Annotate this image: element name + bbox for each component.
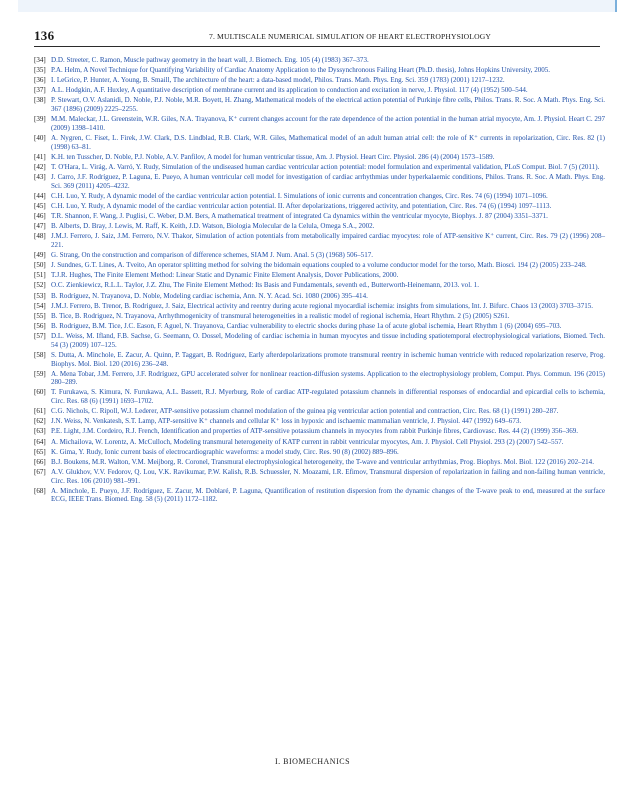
reference-item	[34, 261, 605, 270]
reference-link[interactable]: T. O'Hara, L. Virág, A. Varró, Y. Rudy, Simulation of the undiseased human cardiac ventricular action potential: model formulation and experimental validation, PLoS Comput. Biol. 7 (5) (2011).	[51, 163, 600, 171]
reference-link[interactable]: G. Strang, On the construction and comparison of difference schemes, SIAM J. Num. Anal. 5 (3) (1968) 506–517.	[51, 251, 374, 260]
reference-number: [56]	[34, 321, 46, 330]
reference-link[interactable]: C.H. Luo, Y. Rudy, A dynamic model of the cardiac ventricular action potential. II. After depolarizations, triggered activity, and potentiation, Circ. Res. 74 (6) (1994) 1097–1113.	[51, 202, 552, 211]
reference-item	[34, 292, 605, 301]
reference-item	[34, 312, 605, 321]
reference-item	[34, 202, 605, 211]
reference-item	[34, 427, 605, 436]
reference-item	[34, 468, 605, 486]
reference-list	[34, 56, 605, 506]
reference-link[interactable]: A. Minchole, E. Pueyo, J.F. Rodríguez, E. Zacur, M. Doblaré, P. Laguna, Quantification of restitution dispersion from the dynamic changes of the T-wave peak to end, measured at the surface ECG, IEEE Trans. Biomed. Eng. 58 (5) (2011) 1172–1182.	[51, 486, 605, 504]
reference-link[interactable]: S. Dutta, A. Minchole, E. Zacur, A. Quinn, P. Taggart, B. Rodriguez, Early afterdepolarizations promote transmural reentry in ischemic human ventricle with reduced repolarization reserve, Prog. Biophys. Mol. Biol. 120 (2016) 236–248.	[51, 350, 605, 368]
reference-number: [62]	[34, 417, 46, 426]
reference-link[interactable]: B. Tice, B. Rodriguez, N. Trayanova, Arrhythmogenicity of transmural heterogeneities in a realistic model of regional ischemia, Heart Rhythm. 2 (5) (2005) S261.	[51, 311, 510, 320]
reference-link[interactable]: C.H. Luo, Y. Rudy, A dynamic model of the cardiac ventricular action potential. I. Simulations of ionic currents and concentration changes, Circ. Res. 74 (6) (1994) 1071–1096.	[51, 191, 548, 200]
reference-item	[34, 222, 605, 231]
reference-link[interactable]: K.H. ten Tusscher, D. Noble, P.J. Noble, A.V. Panfilov, A model for human ventricular tissue, Am. J. Physiol. Heart Circ. Physiol. 286 (4) (2004) 1573–1589.	[51, 152, 495, 161]
reference-number: [48]	[34, 232, 46, 241]
reference-item	[34, 302, 605, 311]
reference-item	[34, 417, 605, 426]
reference-link[interactable]: J.N. Weiss, N. Venkatesh, S.T. Lamp, ATP-sensitive K⁺ channels and cellular K⁺ loss in hypoxic and ischaemic mammalian ventricle, J. Physiol. 447 (1992) 649–673.	[51, 417, 522, 426]
reference-number: [37]	[34, 86, 46, 95]
top-band-fill	[18, 0, 617, 12]
reference-number: [39]	[34, 115, 46, 124]
running-title: 7. MULTISCALE NUMERICAL SIMULATION OF HEART ELECTROPHYSIOLOGY	[209, 32, 491, 41]
reference-number: [49]	[34, 251, 46, 260]
reference-link[interactable]: I. LeGrice, P. Hunter, A. Young, B. Smaill, The architecture of the heart: a data-based model, Philos. Trans. Math. Phys. Eng. Sci. 359 (1783) (2001) 1217–1232.	[51, 76, 505, 85]
reference-number: [44]	[34, 191, 46, 200]
reference-number: [57]	[34, 331, 46, 340]
footer-section-label: I. BIOMECHANICS	[274, 757, 351, 766]
reference-number: [47]	[34, 222, 46, 231]
reference-link[interactable]: B.J. Boukens, M.R. Walton, V.M. Meijborg, R. Coronel, Transmural electrophysiological heterogeneity, the T-wave and ventricular arrhythmias, Prog. Biophys. Mol. Biol. 122 (2016) 202–214.	[51, 457, 594, 466]
page-number: 136	[34, 28, 55, 43]
reference-item	[34, 86, 605, 95]
reference-link[interactable]: J.M.J. Ferrero, J. Saiz, J.M. Ferrero, N.V. Thakor, Simulation of action potentials from metabolically impaired cardiac myocytes: role of ATP-sensitive K⁺ current, Circ. Res. 79 (2) (1996) 208–221.	[51, 232, 605, 250]
reference-link[interactable]: C.G. Nichols, C. Ripoll, W.J. Lederer, ATP-sensitive potassium channel modulation of the guinea pig ventricular action potential and contraction, Circ. Res. 68 (1) (1991) 280–287.	[51, 407, 559, 416]
reference-number: [41]	[34, 152, 46, 161]
reference-item	[34, 487, 605, 505]
reference-number: [65]	[34, 447, 46, 456]
reference-item	[34, 251, 605, 260]
reference-number: [38]	[34, 96, 46, 105]
reference-number: [53]	[34, 291, 46, 300]
reference-item	[34, 281, 605, 290]
reference-item	[34, 332, 605, 350]
reference-item	[34, 271, 605, 280]
reference-link[interactable]: P.A. Helm, A Novel Technique for Quantifying Variability of Cardiac Anatomy Application to the Dyssynchronous Failing Heart (Ph.D. thesis), Johns Hopkins University, 2005.	[51, 66, 551, 75]
reference-link[interactable]: A.V. Glukhov, V.V. Fedorov, Q. Lou, V.K. Ravikumar, P.W. Kalish, R.B. Schuessler, N. Moazami, I.R. Efimov, Transmural dispersion of repolarization in failing and non-failing human ventricle, Circ. Res. 106 (2010) 981–991.	[51, 467, 605, 485]
reference-link[interactable]: P.E. Light, J.M. Cordeiro, R.J. French, Identification and properties of ATP-sensitive potassium channels in myocytes from rabbit Purkinje fibres, Cardiovasc. Res. 44 (2) (1999) 356–369.	[51, 427, 579, 436]
reference-link[interactable]: J. Carro, J.F. Rodríguez, P. Laguna, E. Pueyo, A human ventricular cell model for investigation of cardiac arrhythmias under hyperkalaemic conditions, Philos. Trans. R. Soc. A Math. Phys. Eng. Sci. 369 (2011) 4205–4232.	[51, 173, 605, 190]
reference-item	[34, 388, 605, 406]
reference-number: [61]	[34, 407, 46, 416]
reference-number: [55]	[34, 311, 46, 320]
reference-number: [42]	[34, 163, 46, 171]
running-header	[34, 28, 600, 47]
reference-link[interactable]: T.J.R. Hughes, The Finite Element Method: Linear Static and Dynamic Finite Element Analysis, Dover Publications, 2000.	[51, 271, 399, 280]
reference-item	[34, 192, 605, 201]
reference-number: [52]	[34, 281, 46, 290]
reference-number: [68]	[34, 486, 46, 495]
reference-item	[34, 458, 605, 467]
reference-item	[34, 163, 605, 172]
reference-number: [59]	[34, 369, 46, 378]
reference-link[interactable]: A. Nygren, C. Fiset, L. Firek, J.W. Clark, D.S. Lindblad, R.B. Clark, W.R. Giles, Mathematical model of an adult human atrial cell: the role of K⁺ currents in repolarization, Circ. Res. 82 (1) (1998) 63–81.	[51, 134, 605, 151]
reference-number: [58]	[34, 350, 46, 359]
reference-item	[34, 232, 605, 250]
reference-item	[34, 134, 605, 152]
reference-item	[34, 56, 605, 65]
reference-link[interactable]: B. Rodriguez, B.M. Tice, J.C. Eason, F. Aguel, N. Trayanova, Cardiac vulnerability to electric shocks during phase 1a of acute global ischemia, Heart Rhythm 1 (6) (2004) 695–703.	[51, 321, 562, 330]
reference-number: [45]	[34, 202, 46, 211]
reference-number: [51]	[34, 271, 46, 280]
reference-link[interactable]: K. Gima, Y. Rudy, Ionic current basis of electrocardiographic waveforms: a model study, Circ. Res. 90 (8) (2002) 889–896.	[51, 447, 399, 456]
reference-link[interactable]: T.R. Shannon, F. Wang, J. Puglisi, C. Weber, D.M. Bers, A mathematical treatment of integrated Ca dynamics within the ventricular myocyte, Biophys. J. 87 (2004) 3351–3371.	[51, 212, 548, 221]
reference-item	[34, 448, 605, 457]
reference-link[interactable]: P. Stewart, O.V. Aslanidi, D. Noble, P.J. Noble, M.R. Boyett, H. Zhang, Mathematical models of the electrical action potential of Purkinje fibre cells, Philos. Trans. R. Soc. A Math. Phys. Eng. Sci. 367 (1896) (2009) 2225–2255.	[51, 96, 605, 114]
reference-link[interactable]: J. Sundnes, G.T. Lines, A. Tveito, An operator splitting method for solving the bidomain equations coupled to a volume conductor model for the torso, Math. Biosci. 194 (2) (2005) 233–248.	[51, 261, 587, 270]
reference-link[interactable]: B. Alberts, D. Bray, J. Lewis, M. Raff, K. Keith, J.D. Watson, Biologia Molecular de la Celula, Omega S.A., 2002.	[51, 222, 375, 231]
reference-item	[34, 407, 605, 416]
reference-item	[34, 96, 605, 114]
reference-item	[34, 115, 605, 133]
reference-item	[34, 370, 605, 388]
reference-number: [54]	[34, 301, 46, 310]
top-band	[0, 0, 625, 20]
reference-item	[34, 322, 605, 331]
reference-number: [66]	[34, 457, 46, 466]
reference-item	[34, 66, 605, 75]
reference-link[interactable]: A. Mena Tobar, J.M. Ferrero, J.F. Rodríguez, GPU accelerated solver for nonlinear reaction-diffusion systems. Application to the electrophysiology problem, Comput. Phys. Commun. 196 (2015) 280–289.	[51, 369, 605, 387]
reference-link[interactable]: D.L. Weiss, M. Ifland, F.B. Sachse, G. Seemann, O. Dossel, Modeling of cardiac ischemia in human myocytes and tissue including spatiotemporal electrophysiological variations, Biomed. Tech. 54 (3) (2009) 107–125.	[51, 331, 605, 349]
reference-number: [46]	[34, 212, 46, 221]
reference-item	[34, 153, 605, 162]
reference-number: [35]	[34, 66, 46, 75]
reference-item	[34, 76, 605, 85]
reference-number: [34]	[34, 56, 46, 64]
reference-link[interactable]: O.C. Zienkiewicz, R.L.L. Taylor, J.Z. Zhu, The Finite Element Method: Its Basis and Fundamentals, seventh ed., Butterworth-Heinemann, 2013. vol. 1.	[51, 281, 479, 290]
reference-number: [40]	[34, 134, 46, 143]
reference-number: [50]	[34, 261, 46, 270]
reference-link[interactable]: M.M. Maleckar, J.L. Greenstein, W.R. Giles, N.A. Trayanova, K⁺ current changes account for the rate dependence of the action potential in the human atrial myocyte, Am. J. Physiol. Heart C. 297 (2009) 1398–1410.	[51, 115, 605, 132]
reference-link[interactable]: D.D. Streeter, C. Ramon, Muscle pathway geometry in the heart wall, J. Biomech. Eng. 105 (4) (1983) 367–373.	[51, 56, 369, 64]
reference-link[interactable]: A. Michailova, W. Lorentz, A. McCulloch, Modeling transmural heterogeneity of KATP current in rabbit ventricular myocytes, Am. J. Physiol. Cell Physiol. 293 (2) (2007) 542–557.	[51, 437, 564, 446]
reference-item	[34, 173, 605, 191]
reference-link[interactable]: J.M.J. Ferrero, B. Trenor, B. Rodriguez, J. Saiz, Electrical activity and reentry during acute regional myocardial ischemia: insights from simulations, Int. J. Bifurc. Chaos 13 (2003) 3703–3715.	[51, 301, 594, 310]
reference-number: [43]	[34, 173, 46, 182]
reference-number: [63]	[34, 427, 46, 436]
reference-item	[34, 438, 605, 447]
reference-number: [67]	[34, 467, 46, 476]
reference-number: [64]	[34, 437, 46, 446]
reference-item	[34, 212, 605, 221]
reference-link[interactable]: B. Rodríguez, N. Trayanova, D. Noble, Modeling cardiac ischemia, Ann. N. Y. Acad. Sci. 1080 (2006) 395–414.	[51, 291, 368, 300]
reference-number: [36]	[34, 76, 46, 85]
reference-link[interactable]: A.L. Hodgkin, A.F. Huxley, A quantitative description of membrane current and its application to conduction and excitation in nerve, J. Physiol. 117 (4) (1952) 500–544.	[51, 86, 528, 95]
reference-link[interactable]: T. Furukawa, S. Kimura, N. Furukawa, A.L. Bassett, R.J. Myerburg, Role of cardiac ATP-regulated potassium channels in differential responses of endocardial and epicardial cells to ischemia, Circ. Res. 68 (6) (1991) 1693–1702.	[51, 388, 605, 406]
reference-number: [60]	[34, 388, 46, 397]
reference-item	[34, 351, 605, 369]
